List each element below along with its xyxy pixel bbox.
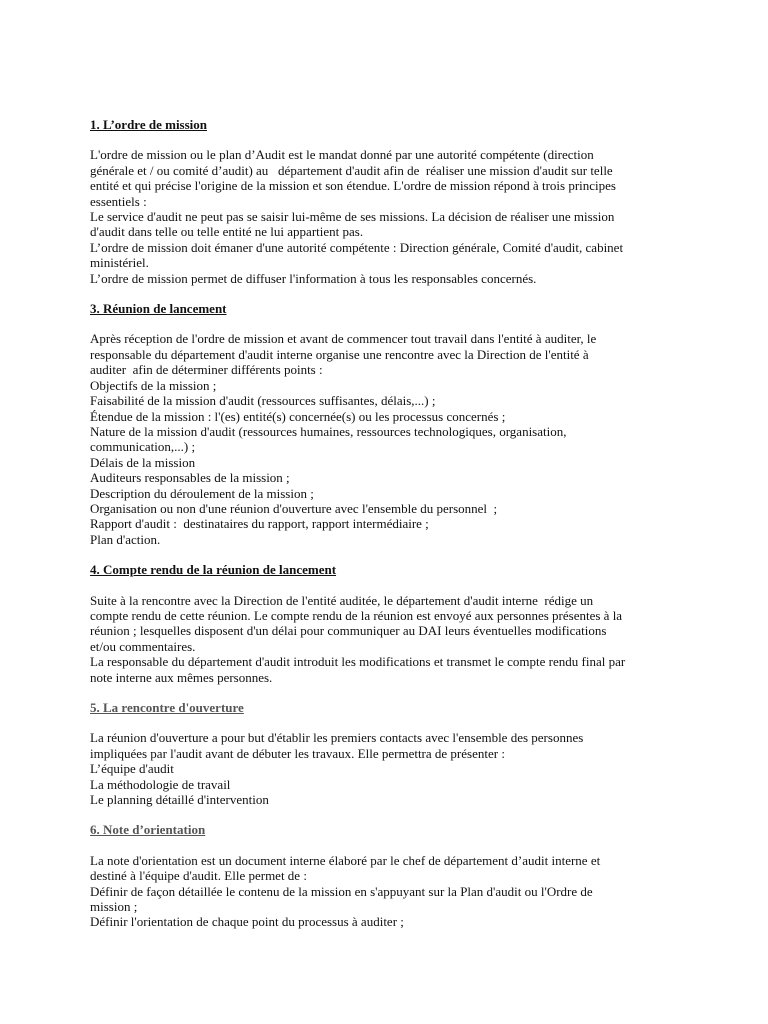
list-line: La méthodologie de travail <box>90 776 231 792</box>
list-line: Nature de la mission d'audit (ressources humaines, ressources technologiques, organisation, communication,...) ; <box>90 423 567 455</box>
list-line: Définir l'orientation de chaque point du processus à auditer ; <box>90 914 404 930</box>
list-line: L’équipe d'audit <box>90 761 174 777</box>
list-line: Plan d'action. <box>90 531 161 547</box>
section-ordre-de-mission <box>90 117 748 286</box>
paragraph: La réunion d'ouverture a pour but d'établir les premiers contacts avec l'ensemble des personnes impliquées par l'audit avant de débuter les travaux. Elle permettra de présenter : <box>90 730 584 761</box>
list-line: Étendue de la mission : l'(es) entité(s) concernée(s) ou les processus concernés ; <box>90 408 506 424</box>
list-line: Auditeurs responsables de la mission ; <box>90 470 290 486</box>
list-line: Délais de la mission <box>90 454 196 470</box>
paragraph: La note d'orientation est un document interne élaboré par le chef de département d’audit interne et destiné à l'équipe d'audit. Elle permet de : <box>90 852 601 884</box>
section-reunion-de-lancement <box>90 301 748 547</box>
list-line: Rapport d'audit : destinataires du rapport, rapport intermédiaire ; <box>90 516 429 532</box>
section-heading: 1. L’ordre de mission <box>90 117 208 132</box>
section-heading: 4. Compte rendu de la réunion de lancement <box>90 562 337 578</box>
section-rencontre-ouverture <box>90 700 748 807</box>
paragraph: L’ordre de mission doit émaner d'une autorité compétente : Direction générale, Comité d'audit, cabinet ministériel. <box>90 239 624 271</box>
list-line: Organisation ou non d'une réunion d'ouverture avec l'ensemble du personnel ; <box>90 500 498 516</box>
section-heading: 5. La rencontre d'ouverture <box>90 700 244 715</box>
list-line: Définir de façon détaillée le contenu de la mission en s'appuyant sur la Plan d'audit ou l'Ordre de mission ; <box>90 883 593 915</box>
list-line: Objectifs de la mission ; <box>90 377 217 393</box>
paragraph: Le service d'audit ne peut pas se saisir lui-même de ses missions. La décision de réaliser une mission d'audit dans telle ou telle entité ne lui appartient pas. <box>90 209 615 240</box>
paragraph: Après réception de l'ordre de mission et avant de commencer tout travail dans l'entité à auditer, le responsable du département d'audit interne organise une rencontre avec la Direction de l'entité à auditer afin de déterminer différents points : <box>90 331 597 378</box>
section-compte-rendu <box>90 562 748 685</box>
paragraph: La responsable du département d'audit introduit les modifications et transmet le compte rendu final par note interne aux mêmes personnes. <box>90 654 626 685</box>
list-line: Faisabilité de la mission d'audit (ressources suffisantes, délais,...) ; <box>90 393 436 409</box>
section-note-orientation <box>90 822 748 929</box>
paragraph: L'ordre de mission ou le plan d’Audit est le mandat donné par une autorité compétente (direction générale et / ou comité d’audit) au département d'audit afin de réaliser une mission d'audit sur telle entité et qui précise l'origine de la mission et son étendue. L'ordre de mission répond à trois principes essentiels : <box>90 147 616 209</box>
section-heading: 3. Réunion de lancement <box>90 301 227 317</box>
section-heading: 6. Note d’orientation <box>90 822 206 838</box>
paragraph: L’ordre de mission permet de diffuser l'information à tous les responsables concernés. <box>90 270 537 286</box>
list-line: Le planning détaillé d'intervention <box>90 792 269 808</box>
list-line: Description du déroulement de la mission ; <box>90 485 314 501</box>
paragraph: Suite à la rencontre avec la Direction de l'entité auditée, le département d'audit interne rédige un compte rendu de cette réunion. Le compte rendu de la réunion est envoyé aux personnes présentes à la réunion ; lesquelles disposent d'un délai pour communiquer au DAI leurs éventuelles modifications et/ou commentaires. <box>90 592 623 654</box>
